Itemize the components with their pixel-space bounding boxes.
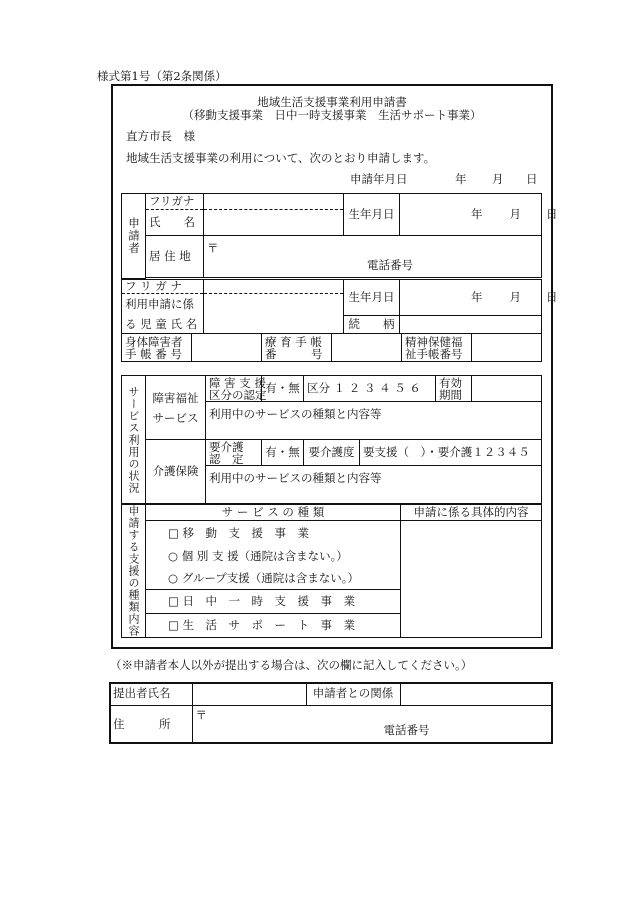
form-number: 様式第1号（第2条関係） [97, 69, 227, 83]
physical-handbook-label: 身体障害者 手 帳 番 号 [122, 334, 192, 362]
request-table [121, 504, 542, 638]
submitter-name-field[interactable] [192, 683, 306, 705]
usage-section-label: サービス利用の状況 [122, 376, 146, 504]
applicant-furigana-label: フリガナ [146, 194, 204, 210]
usage-table [121, 375, 542, 504]
service-type-header: サ ー ビ ス の 種 類 [146, 505, 401, 521]
kaigo-level-value[interactable]: 要支援（ ）・要介護１２３４５ [360, 440, 542, 466]
date-label: 申請年月日 [350, 172, 408, 186]
request-item-seikatsu[interactable]: □ 生 活 サ ポ ー ト 事 業 [146, 614, 401, 638]
applicant-furigana-field[interactable] [204, 194, 344, 210]
submitter-relation-label: 申請者との関係 [306, 683, 400, 705]
date-year[interactable]: 年 [455, 172, 467, 186]
submitter-postal-mark: 〒 [195, 707, 207, 722]
request-item-kobetsu[interactable]: ○ 個 別 支 援（通院は含まない。） [146, 546, 401, 568]
handbook-table [121, 333, 542, 362]
applicant-name-field[interactable] [204, 210, 344, 236]
mental-handbook-label: 精神保健福 祉手帳番号 [402, 334, 472, 362]
child-birth-label: 生年月日 [344, 280, 400, 316]
child-table [121, 279, 558, 334]
child-birth-year: 年 [471, 290, 483, 304]
date-day[interactable]: 日 [526, 172, 538, 186]
child-furigana-label: フ リ ガ ナ [122, 280, 204, 294]
kaigo-level-label: 要介護度 [304, 440, 360, 466]
applicant-birth-label: 生年月日 [344, 194, 400, 236]
child-relation-field[interactable] [400, 316, 542, 334]
applicant-postal-mark: 〒 [207, 241, 219, 255]
request-section-label: 申請する支援の種類内容 [122, 505, 146, 638]
request-item-idou[interactable]: □ 移 動 支 援 事 業 [146, 521, 401, 546]
applicant-name-label: 氏 名 [146, 210, 204, 236]
submitter-address-label: 住 所 [110, 705, 192, 743]
submitter-phone-label: 電話番号 [383, 722, 430, 737]
request-content-header: 申請に係る具体的内容 [401, 505, 542, 521]
valid-period-field[interactable] [472, 376, 542, 402]
disability-kubun[interactable]: 区分 １ ２ ３ ４ ５ ６ [304, 376, 436, 402]
disability-cert-label: 障 害 支 援 区分の認定 [206, 376, 262, 402]
applicant-birth-year: 年 [471, 207, 483, 221]
kaigo-label: 介護保険 [146, 440, 206, 504]
kaigo-cert-label: 要介護 認 定 [206, 440, 262, 466]
kaigo-services-field[interactable]: 利用中のサービスの種類と内容等 [206, 466, 542, 504]
applicant-birth-day: 日 [546, 207, 558, 221]
applicant-phone-label: 電話番号 [367, 258, 413, 272]
form-title: 地域生活支援事業利用申請書 [257, 95, 407, 109]
disability-cert-yes-no[interactable]: 有・無 [262, 376, 304, 402]
applicant-address-label: 居 住 地 [146, 236, 204, 278]
child-name-label-1: 利用申請に係 [122, 294, 204, 316]
child-name-label-2: る 児 童 氏 名 [122, 316, 204, 334]
child-birth-month: 月 [509, 290, 521, 304]
request-item-group[interactable]: ○ グループ支援（通院は含まない。） [146, 568, 401, 590]
form-subtitle: （移動支援事業 日中一時支援事業 生活サポート事業） [182, 108, 482, 122]
child-relation-label: 続 柄 [344, 316, 400, 334]
physical-handbook-field[interactable] [192, 334, 262, 362]
applicant-birth-month: 月 [509, 207, 521, 221]
addressee: 直方市長 様 [126, 129, 195, 143]
kaigo-cert-yes-no[interactable]: 有・無 [262, 440, 304, 466]
applicant-birth-field[interactable] [400, 194, 558, 236]
submitter-address-field[interactable] [192, 705, 552, 743]
child-birth-field[interactable] [400, 280, 558, 316]
submitter-table [110, 683, 552, 743]
submitter-relation-field[interactable] [400, 683, 552, 705]
submitter-note: （※申請者本人以外が提出する場合は、次の欄に記入してください。） [110, 658, 473, 672]
child-furigana-field[interactable] [204, 280, 344, 294]
mental-handbook-field[interactable] [472, 334, 542, 362]
applicant-table [121, 193, 558, 279]
ryoiku-handbook-field[interactable] [332, 334, 402, 362]
request-content-field[interactable] [401, 521, 542, 638]
applicant-section-label: 申請者 [122, 194, 146, 279]
request-item-nicchu[interactable]: □ 日 中 一 時 支 援 事 業 [146, 590, 401, 614]
welfare-label: 障害福祉 サービス [146, 376, 206, 440]
applicant-address-field[interactable] [204, 236, 542, 278]
welfare-services-field[interactable]: 利用中のサービスの種類と内容等 [206, 402, 542, 440]
child-birth-day: 日 [546, 290, 558, 304]
child-name-field[interactable] [204, 294, 344, 316]
date-month[interactable]: 月 [492, 172, 504, 186]
ryoiku-handbook-label: 療 育 手 帳 番 号 [262, 334, 332, 362]
valid-period-label: 有効 期間 [436, 376, 472, 402]
submitter-name-label: 提出者氏名 [110, 683, 192, 705]
child-name-field-lower[interactable] [204, 316, 344, 334]
intro-text: 地域生活支援事業の利用について、次のとおり申請します。 [126, 151, 436, 165]
